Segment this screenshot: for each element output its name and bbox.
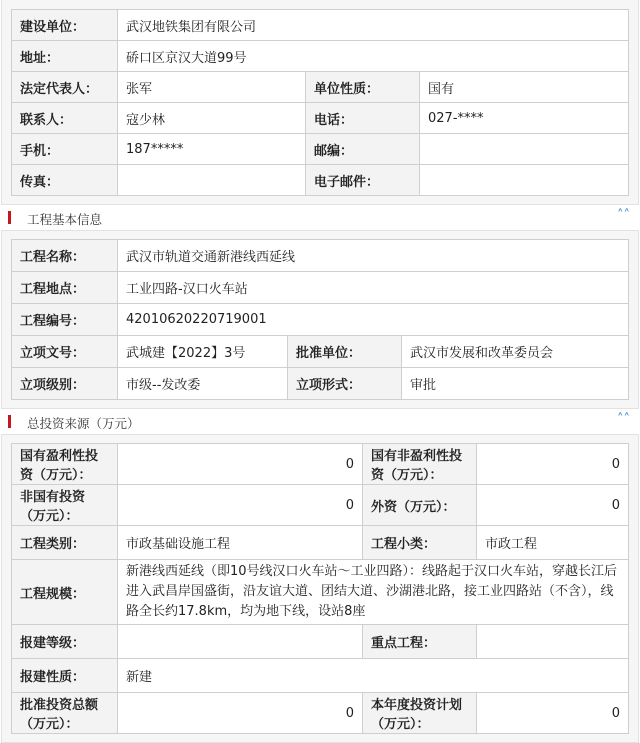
- legal-rep-label: 法定代表人：: [12, 72, 118, 103]
- section-marker: [8, 211, 11, 224]
- table-row: [12, 41, 629, 72]
- table-row: [12, 485, 629, 526]
- table-row: [12, 165, 629, 196]
- table-row: [12, 368, 629, 400]
- table-row: [12, 526, 629, 560]
- postcode-label: 邮编：: [306, 134, 420, 165]
- project-name-value: 武汉市轨道交通新港线西延线: [118, 240, 629, 272]
- email-value: [420, 165, 629, 196]
- table-row: [12, 272, 629, 304]
- table-row: [12, 72, 629, 103]
- contact-label: 联系人：: [12, 103, 118, 134]
- mobile-label: 手机：: [12, 134, 118, 165]
- approval-unit-label: 批准单位：: [288, 336, 402, 368]
- legal-rep-value: 张军: [118, 72, 306, 103]
- approved-total-label: 批准投资总额（万元）：: [12, 693, 118, 734]
- approval-level-label: 立项级别：: [12, 368, 118, 400]
- nature-label: 报建性质：: [12, 659, 118, 693]
- table-row: [12, 240, 629, 272]
- basic-info-panel: [1, 231, 639, 409]
- section-title: 总投资来源（万元）: [27, 416, 140, 431]
- grade-value: [118, 625, 363, 659]
- scale-label: 工程规模：: [12, 560, 118, 625]
- state-nonprofit-value: 0: [477, 444, 629, 485]
- category-value: 市政基础设施工程: [118, 526, 363, 560]
- category-label: 工程类别：: [12, 526, 118, 560]
- table-row: [12, 659, 629, 693]
- foreign-value: 0: [477, 485, 629, 526]
- approval-unit-value: 武汉市发展和改革委员会: [402, 336, 629, 368]
- table-row: [12, 560, 629, 625]
- basic-info-section-header[interactable]: [1, 205, 639, 231]
- table-row: [12, 693, 629, 734]
- project-code-label: 工程编号：: [12, 304, 118, 336]
- section-title: 工程基本信息: [27, 212, 103, 227]
- approval-doc-value: 武城建【2022】3号: [118, 336, 288, 368]
- annual-plan-label: 本年度投资计划（万元）：: [363, 693, 477, 734]
- mobile-value: 187*****: [118, 134, 306, 165]
- state-profit-value: 0: [118, 444, 363, 485]
- annual-plan-value: 0: [477, 693, 629, 734]
- unit-nature-label: 单位性质：: [306, 72, 420, 103]
- table-row: [12, 10, 629, 41]
- build-unit-value: 武汉地铁集团有限公司: [118, 10, 629, 41]
- non-state-label: 非国有投资（万元）：: [12, 485, 118, 526]
- key-project-label: 重点工程：: [363, 625, 477, 659]
- foreign-label: 外资（万元）：: [363, 485, 477, 526]
- double-chevron-up-icon[interactable]: ˄˄: [617, 208, 630, 223]
- subcategory-label: 工程小类：: [363, 526, 477, 560]
- double-chevron-up-icon[interactable]: ˄˄: [617, 412, 630, 427]
- project-name-label: 工程名称：: [12, 240, 118, 272]
- scale-value: 新港线西延线（即10号线汉口火车站～工业四路）：线路起于汉口火车站，穿越长江后进入武昌岸国盛街，沿友谊大道、团结大道、沙湖港北路，接工业四路站（不含），线路全长约17.8km，均为地下线，设站8座: [118, 560, 629, 625]
- table-row: [12, 444, 629, 485]
- table-row: [12, 625, 629, 659]
- unit-info-table: [11, 9, 629, 196]
- project-location-value: 工业四路-汉口火车站: [118, 272, 629, 304]
- table-row: [12, 103, 629, 134]
- contact-value: 寇少林: [118, 103, 306, 134]
- key-project-value: [477, 625, 629, 659]
- project-code-value: 42010620220719001: [118, 304, 629, 336]
- basic-info-table: [11, 239, 629, 400]
- state-nonprofit-label: 国有非盈利性投资（万元）：: [363, 444, 477, 485]
- unit-nature-value: 国有: [420, 72, 629, 103]
- project-location-label: 工程地点：: [12, 272, 118, 304]
- non-state-value: 0: [118, 485, 363, 526]
- table-row: [12, 134, 629, 165]
- address-label: 地址：: [12, 41, 118, 72]
- table-row: [12, 336, 629, 368]
- phone-label: 电话：: [306, 103, 420, 134]
- approval-doc-label: 立项文号：: [12, 336, 118, 368]
- investment-section-header[interactable]: [1, 409, 639, 435]
- investment-table: [11, 443, 629, 734]
- approval-form-label: 立项形式：: [288, 368, 402, 400]
- approval-level-value: 市级--发改委: [118, 368, 288, 400]
- approved-total-value: 0: [118, 693, 363, 734]
- project-info-page: [1, 0, 639, 743]
- nature-value: 新建: [118, 659, 629, 693]
- phone-value: 027-****: [420, 103, 629, 134]
- section-marker: [8, 415, 11, 428]
- fax-value: [118, 165, 306, 196]
- unit-info-panel: [1, 0, 639, 205]
- email-label: 电子邮件：: [306, 165, 420, 196]
- approval-form-value: 审批: [402, 368, 629, 400]
- table-row: [12, 304, 629, 336]
- fax-label: 传真：: [12, 165, 118, 196]
- investment-panel: [1, 435, 639, 743]
- build-unit-label: 建设单位：: [12, 10, 118, 41]
- state-profit-label: 国有盈利性投资（万元）：: [12, 444, 118, 485]
- grade-label: 报建等级：: [12, 625, 118, 659]
- subcategory-value: 市政工程: [477, 526, 629, 560]
- address-value: 硚口区京汉大道99号: [118, 41, 629, 72]
- postcode-value: [420, 134, 629, 165]
